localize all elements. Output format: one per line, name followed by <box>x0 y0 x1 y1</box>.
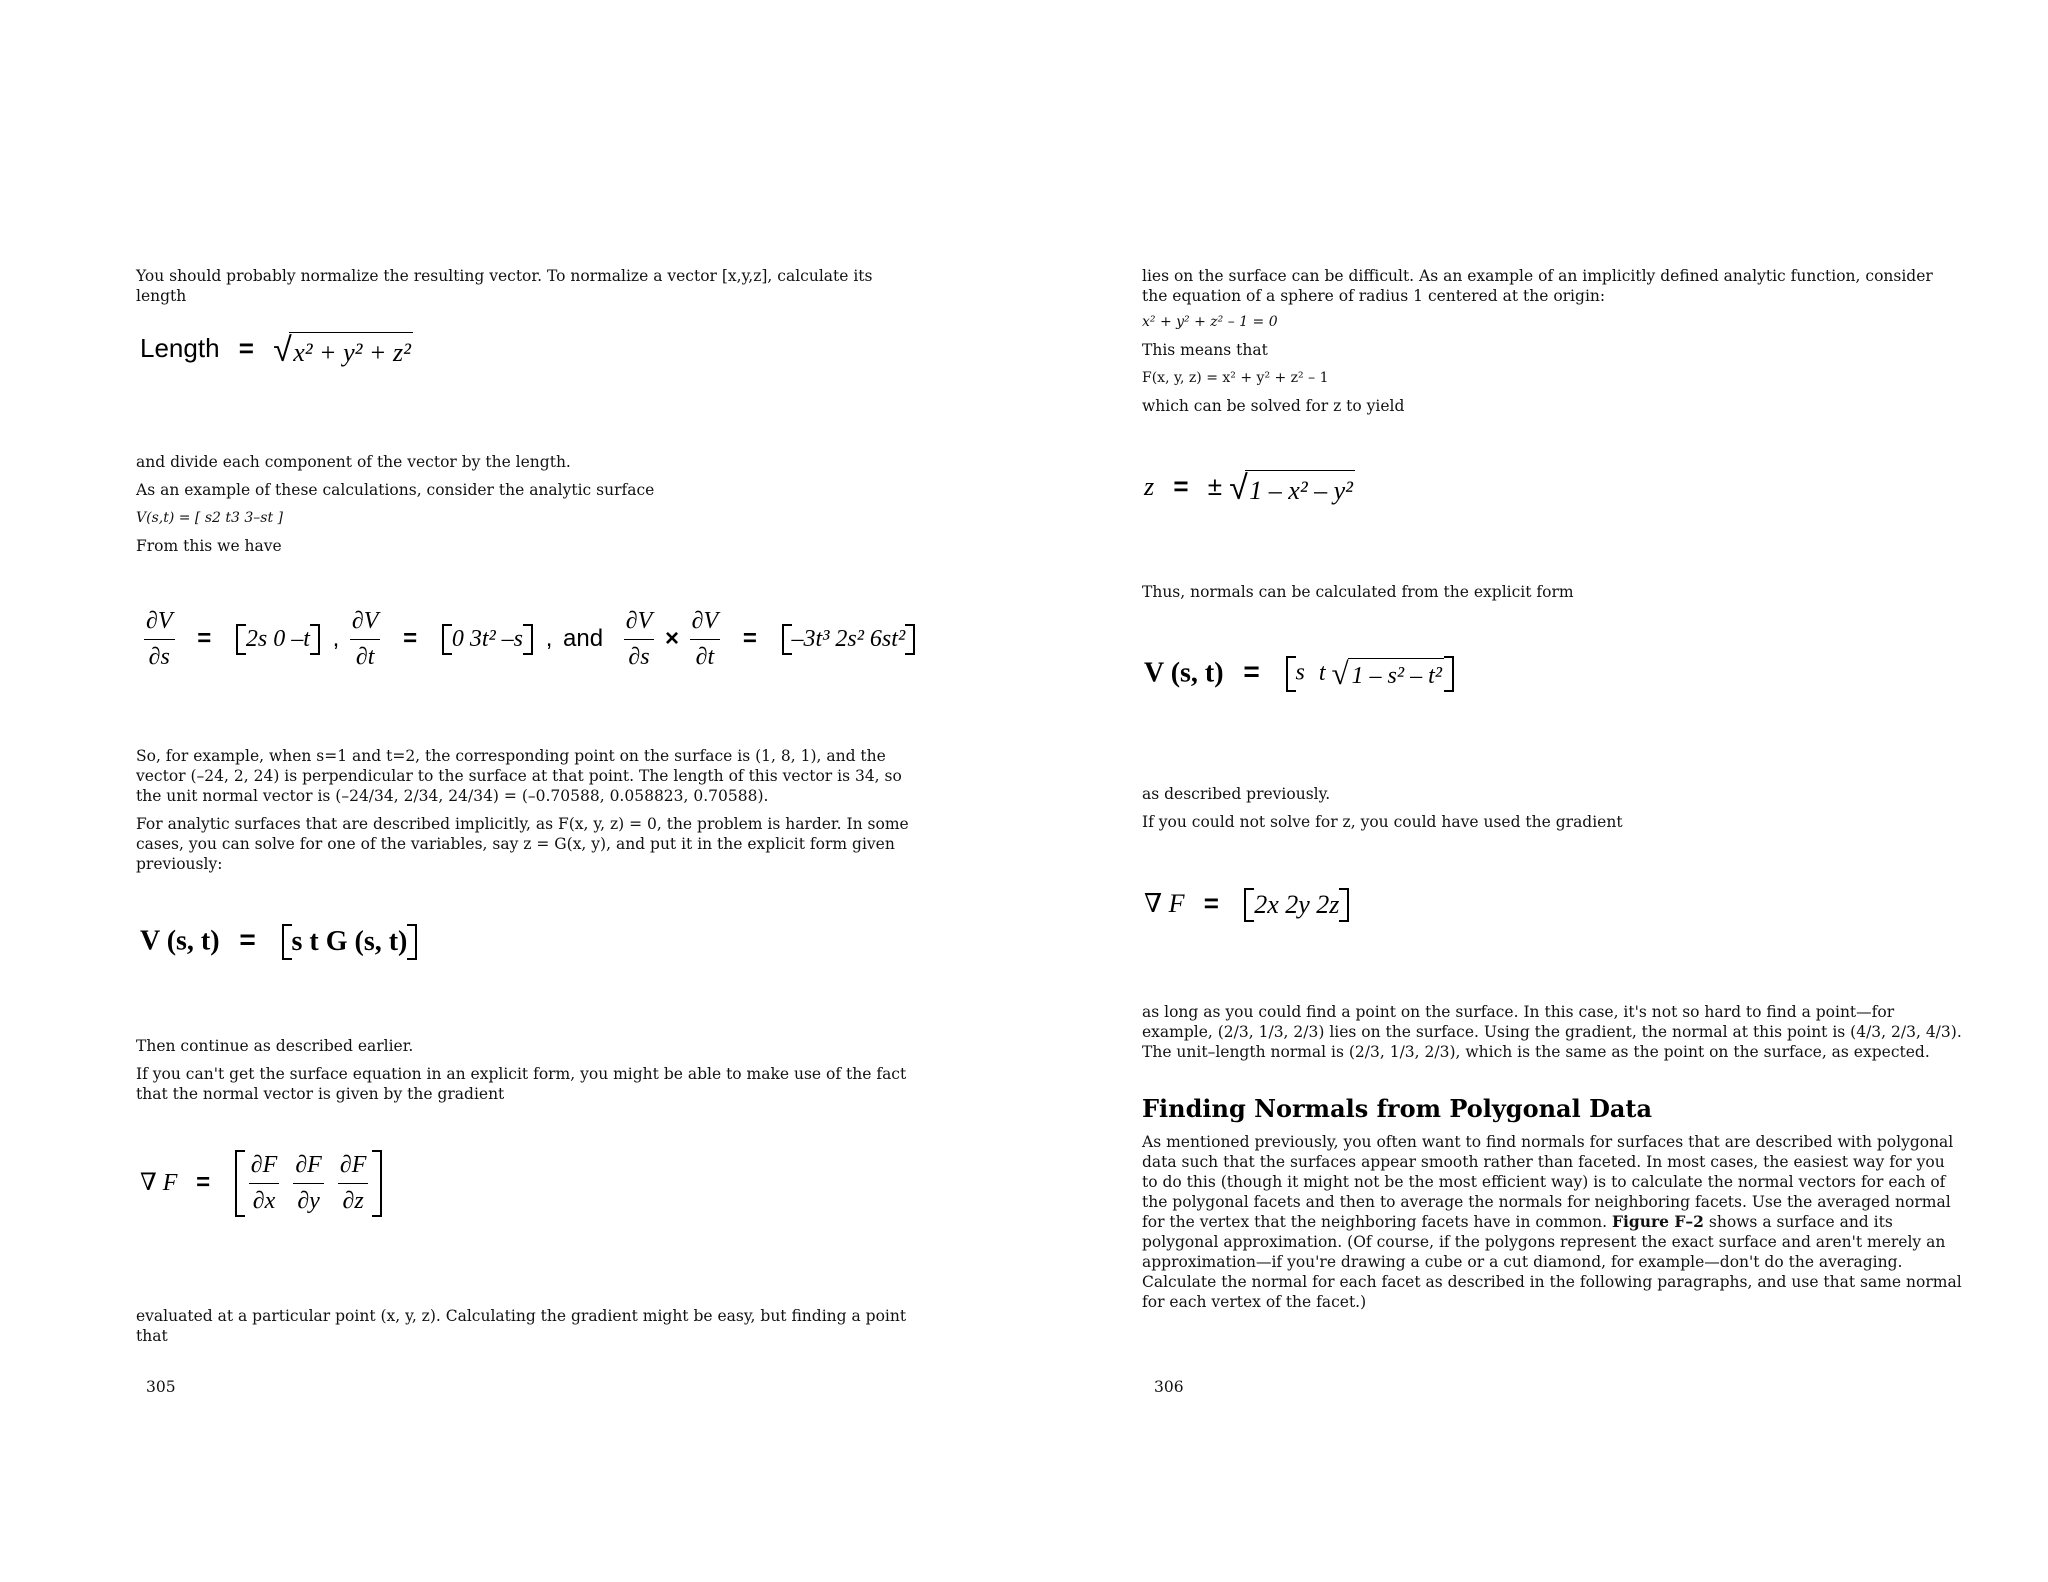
paragraph-so: So, for example, when s=1 and t=2, the corresponding point on the surface is (1, 8, 1), and the vector (–24, 2, 24) is perpendicular to the surface at that point. The length of this vector is 34, so the unit normal vector is (–24/34, 2/34, 24/34) = (–0.70588, 0.058823, 0.70588). <box>136 747 902 805</box>
fraction-dv-dt-2 <box>690 608 721 671</box>
V-lhs: V (s, t) <box>1144 657 1224 689</box>
fraction-dv-dt <box>350 608 381 671</box>
vector-content: 2s 0 –t <box>245 626 310 652</box>
equals-sign: = <box>239 924 256 956</box>
radicand: x² + y² + z² <box>293 338 411 367</box>
vector-bracket-V <box>1286 656 1454 692</box>
fraction-denominator: ∂t <box>355 644 375 670</box>
fraction-dv-ds-2 <box>624 608 655 671</box>
equals-sign: = <box>196 1168 211 1196</box>
radicand: 1 – x² – y² <box>1249 476 1353 505</box>
fraction-numerator: ∂V <box>350 608 381 640</box>
equals-sign: = <box>1173 470 1189 501</box>
fraction-denominator: ∂s <box>628 644 650 670</box>
plus-minus-sign: ± <box>1207 470 1223 501</box>
equals-sign: = <box>1243 656 1260 688</box>
paragraph-example: As an example of these calculations, consider the analytic surface <box>136 481 655 499</box>
and-word: and <box>563 624 604 652</box>
vector-component-t: t <box>1318 659 1326 686</box>
fraction-df-dz <box>338 1152 369 1215</box>
vector-bracket-explicit <box>282 924 418 960</box>
vector-component-s: s <box>1295 659 1305 686</box>
section-heading: Finding Normals from Polygonal Data <box>1142 1094 1653 1123</box>
paragraph-polygonal-part-a: As mentioned previously, you often want to find normals for surfaces that are described with polygonal data such that the surfaces appear smooth rather than faceted. In most cases, the easiest way for you to do this (though it might not be the most efficient way) is to calculate the normal vectors for each of the polygonal facets and then to average the normals for neighboring facets. Use the averaged normal for the vertex that the neighboring facets have in common. <box>1142 1133 1954 1231</box>
paragraph-cant: If you can't get the surface equation in an explicit form, you might be able to make use of the fact that the normal vector is given by the gradient <box>136 1065 907 1103</box>
equation-explicit <box>140 924 423 960</box>
paragraph-F: F(x, y, z) = x² + y² + z² – 1 <box>1142 370 1329 386</box>
fraction-numerator: ∂V <box>624 608 655 640</box>
fraction-numerator: ∂V <box>144 608 175 640</box>
paragraph-polygonal <box>1142 1132 1962 1312</box>
paragraph-thus: Thus, normals can be calculated from the explicit form <box>1142 583 1574 601</box>
comma: , <box>332 624 340 652</box>
z-lhs: z <box>1144 471 1155 501</box>
vector-content: –3t³ 2s² 6st² <box>791 626 906 652</box>
sqrt-expression <box>1331 656 1444 691</box>
paragraph-divide: and divide each component of the vector by the length. <box>136 453 571 471</box>
paragraph-surface: V(s,t) = [ s2 t3 3–st ] <box>136 510 283 526</box>
paragraph-lies: lies on the surface can be difficult. As an example of an implicitly defined analytic function, consider the equation of a sphere of radius 1 centered at the origin: <box>1142 267 1933 305</box>
explicit-lhs: V (s, t) <box>140 925 220 957</box>
equation-length <box>140 332 413 368</box>
fraction-numerator: ∂F <box>293 1152 324 1184</box>
paragraph-continue: Then continue as described earlier. <box>136 1037 414 1055</box>
equals-sign: = <box>197 624 212 652</box>
cross-sign: × <box>664 624 679 652</box>
vector-bracket-3 <box>782 624 916 655</box>
page-number-right: 306 <box>1154 1378 1184 1396</box>
fraction-denominator: ∂y <box>297 1188 320 1214</box>
equation-partials <box>140 608 921 671</box>
figure-reference[interactable]: Figure F–2 <box>1612 1212 1704 1231</box>
vector-content: 0 3t² –s <box>451 626 524 652</box>
equation-gradient-2 <box>1144 888 1355 922</box>
equals-sign: = <box>1203 888 1219 918</box>
gradient-lhs: ∇ F <box>1144 889 1185 918</box>
fraction-numerator: ∂F <box>249 1152 280 1184</box>
fraction-denominator: ∂t <box>695 644 715 670</box>
paragraph-polygonal-part-b: shows a surface and its polygonal approximation. (Of course, if the polygons represent the exact surface and aren't merely an approximation—if you're drawing a cube or a cut diamond, for example—don't do the averaging. Calculate the normal for each facet as described in the following paragraphs, and use that same normal for each vertex of the facet.) <box>1142 1213 1962 1311</box>
length-label: Length <box>140 332 220 363</box>
gradient-vector-bracket <box>235 1150 383 1217</box>
paragraph-normalize: You should probably normalize the resulting vector. To normalize a vector [x,y,z], calculate its length <box>136 267 873 305</box>
vector-bracket-2 <box>442 624 533 655</box>
paragraph-solved: which can be solved for z to yield <box>1142 397 1405 415</box>
paragraph-means: This means that <box>1142 341 1268 359</box>
radical-sign: √ <box>1229 469 1248 507</box>
comma: , <box>545 624 553 652</box>
fraction-df-dx <box>249 1152 280 1215</box>
paragraph-sphere: x² + y² + z² – 1 = 0 <box>1142 314 1278 330</box>
vector-bracket-grad2 <box>1244 888 1349 922</box>
vector-content: s t G (s, t) <box>291 926 408 957</box>
sqrt-expression <box>273 331 413 369</box>
equals-sign: = <box>742 624 757 652</box>
fraction-df-dy <box>293 1152 324 1215</box>
equals-sign: = <box>403 624 418 652</box>
radical-sign: √ <box>1331 656 1349 691</box>
paragraph-as-long: as long as you could find a point on the surface. In this case, it's not so hard to find a point—for example, (2/3, 1/3, 2/3) lies on the surface. Using the gradient, the normal at this point is (4/3, 2/3, 4/3). The unit–length normal is (2/3, 1/3, 2/3), which is the same as the point on the surface, as expected. <box>1142 1003 1962 1061</box>
fraction-numerator: ∂V <box>690 608 721 640</box>
paragraph-implicit: For analytic surfaces that are described implicitly, as F(x, y, z) = 0, the problem is harder. In some cases, you can solve for one of the variables, say z = G(x, y), and put it in the explicit form given previously: <box>136 815 909 873</box>
paragraph-evaluated: evaluated at a particular point (x, y, z). Calculating the gradient might be easy, but finding a point that <box>136 1307 907 1345</box>
radical-sign: √ <box>273 331 292 369</box>
vector-content: 2x 2y 2z <box>1254 890 1340 920</box>
fraction-denominator: ∂z <box>342 1188 364 1214</box>
radicand: 1 – s² – t² <box>1351 663 1442 689</box>
fraction-denominator: ∂x <box>252 1188 276 1214</box>
paragraph-from: From this we have <box>136 537 282 555</box>
equation-z <box>1144 470 1355 506</box>
fraction-numerator: ∂F <box>338 1152 369 1184</box>
paragraph-as-described: as described previously. <box>1142 785 1331 803</box>
gradient-lhs: ∇ F <box>140 1169 178 1196</box>
page-number-left: 305 <box>146 1378 176 1396</box>
equation-V <box>1144 656 1460 692</box>
right-page <box>1024 0 2048 1582</box>
fraction-denominator: ∂s <box>148 644 170 670</box>
fraction-dv-ds <box>144 608 175 671</box>
equals-sign: = <box>238 332 254 363</box>
vector-bracket-1 <box>236 624 320 655</box>
sqrt-expression <box>1229 469 1355 507</box>
equation-gradient <box>140 1150 388 1217</box>
paragraph-if-not: If you could not solve for z, you could have used the gradient <box>1142 813 1623 831</box>
